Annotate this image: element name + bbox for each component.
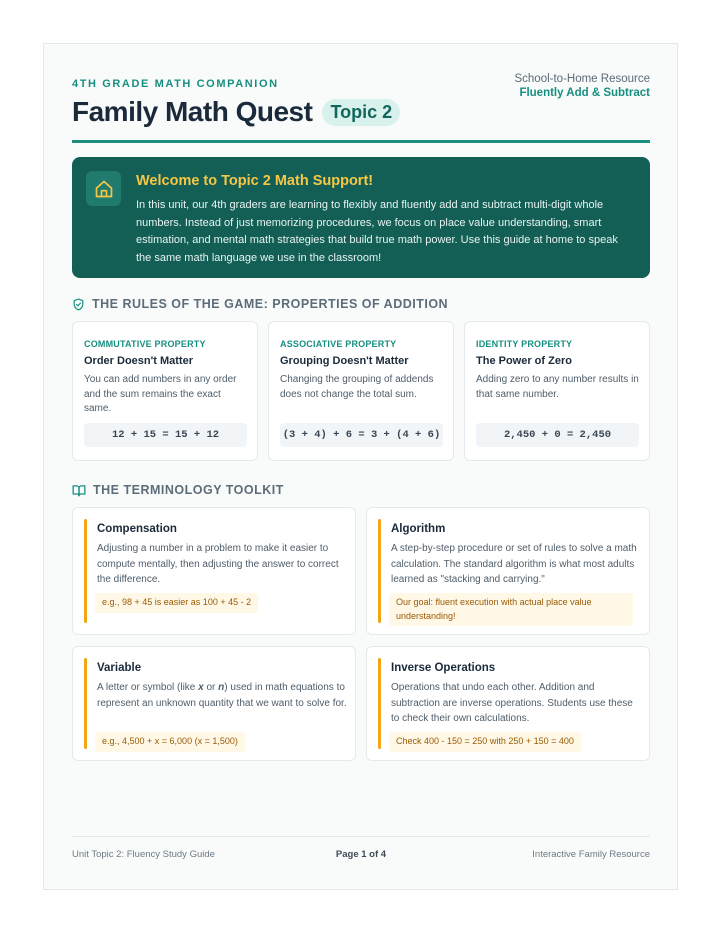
footer-left: Unit Topic 2: Fluency Study Guide xyxy=(72,849,215,860)
home-icon xyxy=(86,171,121,206)
term-title: Inverse Operations xyxy=(391,662,496,674)
accent-bar xyxy=(84,658,87,749)
open-book-icon xyxy=(72,484,86,497)
term-description xyxy=(97,680,347,711)
description-text: or xyxy=(203,682,219,693)
term-title: Variable xyxy=(97,662,142,674)
term-card-compensation xyxy=(72,507,356,635)
property-label: ASSOCIATIVE PROPERTY xyxy=(280,339,397,349)
accent-bar xyxy=(378,519,381,623)
eyebrow-label: 4TH GRADE MATH COMPANION xyxy=(72,78,279,90)
page-title: Family Math Quest xyxy=(72,96,313,127)
term-title: Algorithm xyxy=(391,523,446,535)
property-name: Order Doesn't Matter xyxy=(84,355,193,367)
term-example: e.g., 4,500 + x = 6,000 (x = 1,500) xyxy=(95,732,245,752)
property-description: Adding zero to any number results in that same number. xyxy=(476,374,639,400)
shield-check-icon xyxy=(72,298,85,311)
term-example: e.g., 98 + 45 is easier as 100 + 45 - 2 xyxy=(95,593,258,613)
term-description: Operations that undo each other. Addition and subtraction are inverse operations. Students use these to check their own calculations. xyxy=(391,682,633,724)
property-example: (3 + 4) + 6 = 3 + (4 + 6) xyxy=(280,423,443,447)
footer-divider xyxy=(72,836,650,837)
resource-info xyxy=(514,73,650,99)
variable-x: x xyxy=(198,682,204,693)
property-card-identity xyxy=(464,321,650,461)
term-description: Adjusting a number in a problem to make it easier to compute mentally, then adjusting the answer to correct the difference. xyxy=(97,543,339,585)
title-row xyxy=(72,96,400,128)
term-card-inverse-operations xyxy=(366,646,650,761)
property-card-commutative xyxy=(72,321,258,461)
topic-badge: Topic 2 xyxy=(322,99,400,126)
property-example: 2,450 + 0 = 2,450 xyxy=(476,423,639,447)
accent-bar xyxy=(378,658,381,749)
term-example: Our goal: fluent execution with actual place value understanding! xyxy=(389,593,633,626)
property-description: You can add numbers in any order and the sum remains the exact same. xyxy=(84,374,237,414)
page-number: Page 1 of 4 xyxy=(335,849,387,860)
property-card-associative xyxy=(268,321,454,461)
property-description: Changing the grouping of addends does not change the total sum. xyxy=(280,374,434,400)
welcome-banner xyxy=(72,157,650,278)
terminology-heading xyxy=(72,483,284,497)
description-text: ) used in math equations to represent an unknown quantity that we want to solve for. xyxy=(97,682,347,709)
term-card-algorithm xyxy=(366,507,650,635)
term-card-variable xyxy=(72,646,356,761)
document-page xyxy=(43,43,678,890)
property-name: Grouping Doesn't Matter xyxy=(280,355,409,367)
property-label: IDENTITY PROPERTY xyxy=(476,339,573,349)
resource-label: School-to-Home Resource xyxy=(514,73,650,85)
properties-heading-text: THE RULES OF THE GAME: PROPERTIES OF ADDITION xyxy=(92,297,449,311)
property-label: COMMUTATIVE PROPERTY xyxy=(84,339,206,349)
header-divider xyxy=(72,140,650,143)
welcome-title: Welcome to Topic 2 Math Support! xyxy=(136,173,374,189)
term-description: A step-by-step procedure or set of rules to solve a math calculation. The standard algorithm is what most adults learned as "stacking and carrying." xyxy=(391,543,637,585)
properties-heading xyxy=(72,297,448,311)
welcome-body: In this unit, our 4th graders are learning to flexibly and fluently add and subtract multi-digit whole numbers. Instead of just memorizing procedures, we focus on place value understanding, smart estimation, and mental math strategies that build true math power. Use this guide at home to speak the same math language we use in the classroom! xyxy=(136,199,618,264)
description-text: A letter or symbol (like xyxy=(97,682,199,693)
footer-right: Interactive Family Resource xyxy=(532,849,650,860)
term-title: Compensation xyxy=(97,523,177,535)
variable-n: n xyxy=(218,682,225,693)
terminology-heading-text: THE TERMINOLOGY TOOLKIT xyxy=(93,483,284,497)
term-example: Check 400 - 150 = 250 with 250 + 150 = 400 xyxy=(389,732,581,752)
property-name: The Power of Zero xyxy=(476,355,572,367)
resource-topic: Fluently Add & Subtract xyxy=(519,87,650,99)
accent-bar xyxy=(84,519,87,623)
property-example: 12 + 15 = 15 + 12 xyxy=(84,423,247,447)
